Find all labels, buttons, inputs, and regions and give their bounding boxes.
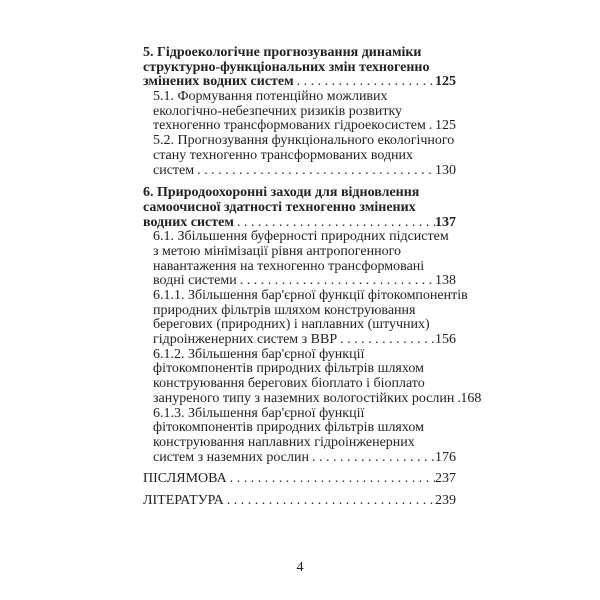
toc-entry-text: ЛІТЕРАТУРА <box>143 492 224 508</box>
toc-page-number: 156 <box>435 332 456 348</box>
toc-entry-text: систем <box>153 162 195 178</box>
toc-entry-text: водних систем <box>143 214 234 230</box>
leader-dots <box>237 274 435 289</box>
toc-page-number: 125 <box>435 118 456 134</box>
toc-entry-line <box>143 164 456 179</box>
toc-page-number: 138 <box>435 273 456 289</box>
toc-entry-line <box>143 119 456 134</box>
toc-entry-line: 6. Природоохоронні заходи для відновлення <box>143 185 420 201</box>
toc-entry-line <box>143 390 482 407</box>
toc-entry-line: берегових (природних) і наплавних (штучних) <box>153 317 430 333</box>
toc-page-number: 239 <box>435 492 456 508</box>
toc-entry <box>143 230 456 289</box>
toc-entry-line: з метою мінімізації рівня антропогенного <box>153 243 401 259</box>
toc-page-number: 137 <box>435 214 456 230</box>
toc-entry-line: фітокомпонентів природних фільтрів шляхом <box>153 420 424 436</box>
toc-page-number: 237 <box>435 471 456 487</box>
table-of-contents <box>143 45 482 509</box>
leader-dots <box>426 119 435 134</box>
toc-entry <box>143 134 456 178</box>
toc-page-number: 168 <box>460 390 482 406</box>
leader-dots <box>224 494 435 509</box>
leader-dots <box>309 451 435 466</box>
toc-entry <box>143 288 468 348</box>
toc-entry-line: навантаження на техногенно трансформовані <box>153 258 425 274</box>
toc-entry-line: конструювання берегових біоплато і біоплато <box>153 376 425 392</box>
toc-entry-line: самоочисної здатності техногенно змінених <box>143 199 416 215</box>
toc-entry-text: ПІСЛЯМОВА <box>143 471 227 487</box>
toc-entry-text: систем з наземних рослин <box>153 449 309 465</box>
toc-entry-text: змінених водних систем <box>143 74 294 90</box>
toc-entry-line: 6.1.1. Збільшення бар'єрної функції фітокомпонентів <box>153 288 468 303</box>
toc-page-number: 125 <box>435 74 456 90</box>
toc-entry <box>143 46 456 90</box>
toc-entry-text: водні системи <box>153 273 237 289</box>
toc-entry-line: 6.1.2. Збільшення бар'єрної функції <box>153 346 365 362</box>
toc-entry-line <box>143 472 456 487</box>
toc-entry-line: структурно-функціональних змін техногенно <box>143 59 430 75</box>
toc-entry <box>143 346 482 407</box>
toc-entry-line: 5. Гідроекологічне прогнозування динаміки <box>143 45 422 60</box>
toc-entry-line <box>143 216 456 231</box>
toc-entry-line <box>143 75 456 90</box>
toc-entry <box>143 90 456 134</box>
toc-entry-line: екологічно-небезпечних ризиків розвитку <box>153 103 403 119</box>
toc-entry-text: зануреного типу з наземних вологостійких рослин <box>153 390 455 406</box>
toc-entry-text: гідроінженерних систем з ВВР <box>153 332 338 348</box>
toc-entry-text: техногенно трансформованих гідроекосистем <box>153 118 426 134</box>
page-number: 4 <box>296 560 304 575</box>
leader-dots <box>194 164 435 179</box>
toc-entry-line <box>143 274 456 289</box>
toc-entry <box>143 186 456 230</box>
toc-entry-line: 5.1. Формування потенційно можливих <box>153 89 388 105</box>
leader-dots <box>227 472 435 487</box>
toc-entry-line <box>143 494 456 509</box>
leader-dots <box>234 216 435 231</box>
toc-entry <box>143 407 456 466</box>
toc-entry-line: природних фільтрів шляхом конструювання <box>153 302 416 318</box>
toc-entry-line: 6.1.3. Збільшення бар'єрної функції <box>153 405 365 421</box>
toc-entry-line: конструювання наплавних гідроінженерних <box>153 434 415 450</box>
leader-dots <box>337 333 435 348</box>
toc-entry-line: фітокомпонентів природних фільтрів шляхом <box>153 361 424 377</box>
leader-dots <box>294 75 435 90</box>
toc-page-number: 176 <box>435 449 456 465</box>
toc-entry-line: 6.1. Збільшення буферності природних підсистем <box>153 229 449 245</box>
toc-entry <box>143 494 456 509</box>
toc-entry-line: 5.2. Прогнозування функціонального екологічного <box>153 133 455 149</box>
toc-entry-line <box>143 333 456 348</box>
toc-entry <box>143 472 456 487</box>
toc-entry-line <box>143 451 456 466</box>
toc-entry-line: стану техногенно трансформованих водних <box>153 147 414 163</box>
toc-page-number: 130 <box>435 162 456 178</box>
